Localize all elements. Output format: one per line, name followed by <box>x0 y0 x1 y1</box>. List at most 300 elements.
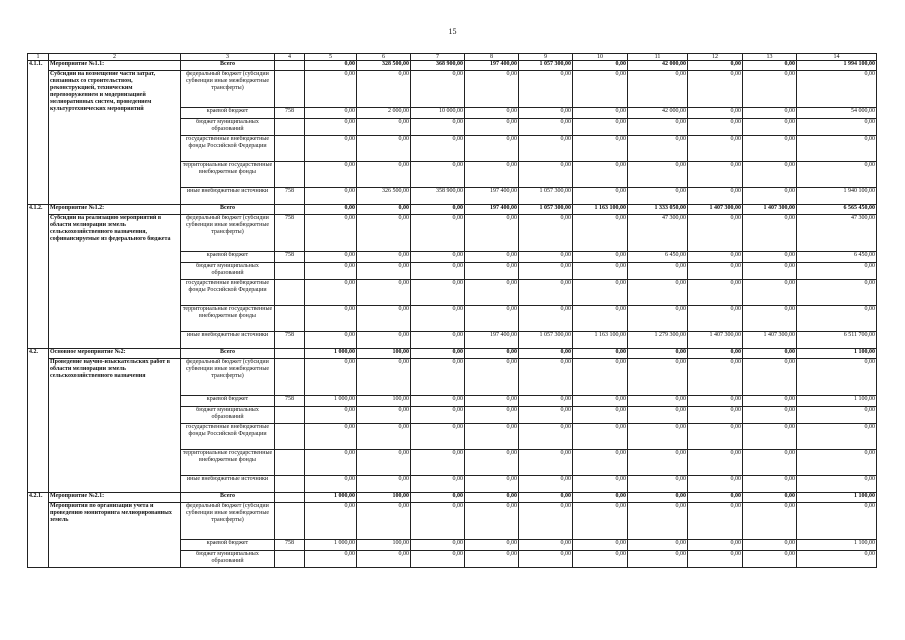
table-row-total <box>28 61 877 71</box>
section-description-cell <box>49 493 181 568</box>
amount-cell: 0,00 <box>797 407 877 424</box>
amount-cell: 0,00 <box>411 359 465 396</box>
amount-cell: 0,00 <box>628 540 688 551</box>
funding-source-label: бюджет муниципальных образований <box>181 263 275 280</box>
column-number: 1 <box>28 54 49 61</box>
funding-source-label: территориальные государственные внебюджетные фонды <box>181 162 275 188</box>
amount-cell: 0,00 <box>519 476 573 493</box>
amount-cell: 0,00 <box>573 263 628 280</box>
amount-cell: 1 163 100,00 <box>573 332 628 349</box>
amount-cell: 0,00 <box>357 263 411 280</box>
amount-cell: 197 400,00 <box>465 188 519 205</box>
budget-code: 758 <box>275 188 305 205</box>
amount-cell: 42 000,00 <box>628 61 688 71</box>
amount-cell: 0,00 <box>411 306 465 332</box>
section-description-cell <box>49 349 181 493</box>
amount-cell: 0,00 <box>305 306 357 332</box>
budget-code <box>275 119 305 136</box>
table-row-total <box>28 349 877 359</box>
amount-cell: 0,00 <box>519 359 573 396</box>
amount-cell: 6 565 450,00 <box>797 205 877 215</box>
amount-cell: 0,00 <box>688 119 743 136</box>
amount-cell: 0,00 <box>357 215 411 252</box>
amount-cell: 0,00 <box>357 252 411 263</box>
amount-cell: 0,00 <box>411 280 465 306</box>
amount-cell: 0,00 <box>411 205 465 215</box>
amount-cell: 1 279 300,00 <box>628 332 688 349</box>
budget-code <box>275 263 305 280</box>
column-number: 5 <box>305 54 357 61</box>
amount-cell: 0,00 <box>743 349 797 359</box>
amount-cell: 0,00 <box>628 263 688 280</box>
budget-code <box>275 493 305 503</box>
amount-cell: 0,00 <box>519 136 573 162</box>
column-number: 9 <box>519 54 573 61</box>
amount-cell: 0,00 <box>411 215 465 252</box>
budget-code: 758 <box>275 540 305 551</box>
amount-cell: 0,00 <box>743 71 797 108</box>
amount-cell: 0,00 <box>357 71 411 108</box>
amount-cell: 0,00 <box>688 108 743 119</box>
funding-source-label: бюджет муниципальных образований <box>181 119 275 136</box>
amount-cell: 1 163 100,00 <box>573 205 628 215</box>
amount-cell: 0,00 <box>797 424 877 450</box>
amount-cell: 6 511 700,00 <box>797 332 877 349</box>
amount-cell: 0,00 <box>743 540 797 551</box>
amount-cell: 0,00 <box>573 252 628 263</box>
funding-source-label: бюджет муниципальных образований <box>181 407 275 424</box>
amount-cell: 0,00 <box>357 359 411 396</box>
amount-cell: 2 000,00 <box>357 108 411 119</box>
amount-cell: 0,00 <box>465 540 519 551</box>
amount-cell: 0,00 <box>628 188 688 205</box>
amount-cell: 0,00 <box>573 503 628 540</box>
amount-cell: 0,00 <box>628 136 688 162</box>
amount-cell: 6 450,00 <box>628 252 688 263</box>
amount-cell: 0,00 <box>628 424 688 450</box>
funding-source-label: федеральный бюджет (субсидии субвенции иные межбюджетные трансферты) <box>181 71 275 108</box>
amount-cell: 0,00 <box>465 119 519 136</box>
amount-cell: 0,00 <box>519 108 573 119</box>
amount-cell: 0,00 <box>305 424 357 450</box>
amount-cell: 0,00 <box>628 306 688 332</box>
amount-cell: 0,00 <box>357 450 411 476</box>
amount-cell: 0,00 <box>743 493 797 503</box>
amount-cell: 0,00 <box>743 119 797 136</box>
amount-cell: 0,00 <box>573 493 628 503</box>
amount-cell: 0,00 <box>465 306 519 332</box>
column-number: 12 <box>688 54 743 61</box>
amount-cell: 0,00 <box>305 188 357 205</box>
budget-code: 758 <box>275 332 305 349</box>
funding-source-label: федеральный бюджет (субсидии субвенции иные межбюджетные трансферты) <box>181 503 275 540</box>
amount-cell: 0,00 <box>688 61 743 71</box>
amount-cell: 0,00 <box>628 450 688 476</box>
amount-cell: 42 000,00 <box>628 108 688 119</box>
amount-cell: 0,00 <box>465 424 519 450</box>
amount-cell: 358 900,00 <box>411 188 465 205</box>
amount-cell: 0,00 <box>688 493 743 503</box>
funding-source-label: иные внебюджетные источники <box>181 476 275 493</box>
amount-cell: 0,00 <box>465 263 519 280</box>
amount-cell: 0,00 <box>573 108 628 119</box>
amount-cell: 0,00 <box>357 136 411 162</box>
amount-cell: 368 900,00 <box>411 61 465 71</box>
amount-cell: 0,00 <box>797 136 877 162</box>
budget-code: 758 <box>275 252 305 263</box>
amount-cell: 0,00 <box>628 119 688 136</box>
column-number: 10 <box>573 54 628 61</box>
amount-cell: 0,00 <box>688 263 743 280</box>
budget-code: 758 <box>275 396 305 407</box>
amount-cell: 0,00 <box>357 476 411 493</box>
column-number: 2 <box>49 54 181 61</box>
amount-cell: 0,00 <box>411 424 465 450</box>
amount-cell: 0,00 <box>688 476 743 493</box>
funding-source-label: бюджет муниципальных образований <box>181 551 275 568</box>
amount-cell: 0,00 <box>688 359 743 396</box>
amount-cell: 0,00 <box>465 136 519 162</box>
amount-cell: 0,00 <box>411 136 465 162</box>
column-number: 6 <box>357 54 411 61</box>
table-row-total <box>28 493 877 503</box>
amount-cell: 0,00 <box>411 407 465 424</box>
budget-code <box>275 407 305 424</box>
amount-cell: 1 057 300,00 <box>519 205 573 215</box>
amount-cell: 10 000,00 <box>411 108 465 119</box>
amount-cell: 0,00 <box>411 252 465 263</box>
amount-cell: 0,00 <box>411 540 465 551</box>
amount-cell: 0,00 <box>465 162 519 188</box>
amount-cell: 0,00 <box>305 108 357 119</box>
amount-cell: 0,00 <box>411 71 465 108</box>
amount-cell: 0,00 <box>465 407 519 424</box>
table-row-total <box>28 205 877 215</box>
amount-cell: 0,00 <box>628 359 688 396</box>
budget-code <box>275 205 305 215</box>
amount-cell: 0,00 <box>519 396 573 407</box>
section-code: 4.1.1. <box>28 61 49 205</box>
section-code: 4.2.1. <box>28 493 49 568</box>
amount-cell: 0,00 <box>357 162 411 188</box>
amount-cell: 0,00 <box>688 162 743 188</box>
amount-cell: 0,00 <box>305 263 357 280</box>
amount-cell: 0,00 <box>465 450 519 476</box>
amount-cell: 0,00 <box>465 71 519 108</box>
amount-cell: 197 400,00 <box>465 61 519 71</box>
amount-cell: 0,00 <box>357 280 411 306</box>
amount-cell: 1 333 050,00 <box>628 205 688 215</box>
amount-cell: 100,00 <box>357 349 411 359</box>
funding-source-label: федеральный бюджет (субсидии субвенции иные межбюджетные трансферты) <box>181 215 275 252</box>
amount-cell: 1 000,00 <box>305 396 357 407</box>
amount-cell: 0,00 <box>411 551 465 568</box>
amount-cell: 0,00 <box>411 332 465 349</box>
amount-cell: 0,00 <box>519 263 573 280</box>
amount-cell: 0,00 <box>305 332 357 349</box>
amount-cell: 0,00 <box>519 503 573 540</box>
amount-cell: 0,00 <box>411 349 465 359</box>
amount-cell: 0,00 <box>305 280 357 306</box>
amount-cell: 0,00 <box>573 407 628 424</box>
amount-cell: 0,00 <box>743 503 797 540</box>
amount-cell: 0,00 <box>305 162 357 188</box>
section-description-cell <box>49 205 181 349</box>
amount-cell: 0,00 <box>357 551 411 568</box>
amount-cell: 0,00 <box>573 136 628 162</box>
amount-cell: 0,00 <box>357 119 411 136</box>
funding-source-label: иные внебюджетные источники <box>181 188 275 205</box>
amount-cell: 0,00 <box>688 396 743 407</box>
amount-cell: 328 500,00 <box>357 61 411 71</box>
amount-cell: 0,00 <box>305 450 357 476</box>
amount-cell: 0,00 <box>411 162 465 188</box>
section-description: Субсидии на возмещение части затрат, связанных со строительством, реконструкцией, техническим перевооружением и модернизацией мелиоративных систем, проведением культуртехнических мероприятий <box>50 71 156 112</box>
section-title: Мероприятие №1.2: <box>49 205 180 215</box>
amount-cell: 0,00 <box>573 424 628 450</box>
amount-cell: 0,00 <box>573 61 628 71</box>
funding-source-label: территориальные государственные внебюджетные фонды <box>181 306 275 332</box>
amount-cell: 1 000,00 <box>305 493 357 503</box>
funding-source-label: государственные внебюджетные фонды Российской Федерации <box>181 280 275 306</box>
amount-cell: 0,00 <box>797 71 877 108</box>
section-description: Мероприятия по организации учета и проведению мониторинга мелиорированных земель <box>50 503 172 523</box>
budget-code <box>275 136 305 162</box>
amount-cell: 0,00 <box>465 252 519 263</box>
amount-cell: 0,00 <box>411 119 465 136</box>
amount-cell: 0,00 <box>573 396 628 407</box>
amount-cell: 0,00 <box>573 162 628 188</box>
amount-cell: 197 400,00 <box>465 332 519 349</box>
amount-cell: 0,00 <box>743 396 797 407</box>
amount-cell: 0,00 <box>465 280 519 306</box>
budget-code <box>275 306 305 332</box>
column-number: 7 <box>411 54 465 61</box>
funding-source-label: краевой бюджет <box>181 540 275 551</box>
amount-cell: 326 500,00 <box>357 188 411 205</box>
amount-cell: 0,00 <box>519 215 573 252</box>
amount-cell: 1 100,00 <box>797 396 877 407</box>
budget-code: 758 <box>275 215 305 252</box>
amount-cell: 0,00 <box>628 396 688 407</box>
budget-code <box>275 450 305 476</box>
amount-cell: 0,00 <box>519 424 573 450</box>
amount-cell: 0,00 <box>688 503 743 540</box>
amount-cell: 1 407 300,00 <box>688 332 743 349</box>
amount-cell: 0,00 <box>797 263 877 280</box>
column-number: 14 <box>797 54 877 61</box>
amount-cell: 0,00 <box>797 503 877 540</box>
amount-cell: 0,00 <box>688 551 743 568</box>
amount-cell: 0,00 <box>573 306 628 332</box>
amount-cell: 0,00 <box>519 407 573 424</box>
amount-cell: 1 407 300,00 <box>688 205 743 215</box>
amount-cell: 0,00 <box>519 306 573 332</box>
amount-cell: 0,00 <box>519 493 573 503</box>
amount-cell: 0,00 <box>688 188 743 205</box>
section-description: Проведение научно-изыскательских работ в области мелиорации земель сельскохозяйственного назначения <box>50 359 170 379</box>
amount-cell: 0,00 <box>305 503 357 540</box>
budget-table <box>27 53 877 568</box>
amount-cell: 0,00 <box>411 396 465 407</box>
amount-cell: 0,00 <box>519 71 573 108</box>
amount-cell: 1 407 300,00 <box>743 205 797 215</box>
amount-cell: 0,00 <box>743 252 797 263</box>
amount-cell: 0,00 <box>519 119 573 136</box>
amount-cell: 0,00 <box>305 119 357 136</box>
amount-cell: 54 000,00 <box>797 108 877 119</box>
amount-cell: 0,00 <box>357 332 411 349</box>
amount-cell: 0,00 <box>797 551 877 568</box>
funding-source-label: Всего <box>181 205 275 215</box>
amount-cell: 1 940 100,00 <box>797 188 877 205</box>
amount-cell: 0,00 <box>465 476 519 493</box>
amount-cell: 0,00 <box>465 551 519 568</box>
budget-code <box>275 503 305 540</box>
amount-cell: 0,00 <box>797 450 877 476</box>
amount-cell: 0,00 <box>573 188 628 205</box>
amount-cell: 0,00 <box>743 188 797 205</box>
amount-cell: 0,00 <box>628 476 688 493</box>
amount-cell: 1 057 300,00 <box>519 61 573 71</box>
amount-cell: 0,00 <box>743 263 797 280</box>
amount-cell: 0,00 <box>573 450 628 476</box>
amount-cell: 0,00 <box>305 205 357 215</box>
amount-cell: 0,00 <box>628 493 688 503</box>
amount-cell: 0,00 <box>743 162 797 188</box>
amount-cell: 0,00 <box>305 407 357 424</box>
amount-cell: 1 000,00 <box>305 540 357 551</box>
amount-cell: 0,00 <box>305 61 357 71</box>
table-body <box>28 54 877 568</box>
amount-cell: 0,00 <box>357 503 411 540</box>
amount-cell: 0,00 <box>465 396 519 407</box>
amount-cell: 0,00 <box>688 280 743 306</box>
amount-cell: 1 994 100,00 <box>797 61 877 71</box>
budget-code <box>275 551 305 568</box>
amount-cell: 0,00 <box>688 450 743 476</box>
amount-cell: 0,00 <box>743 108 797 119</box>
funding-source-label: краевой бюджет <box>181 252 275 263</box>
amount-cell: 0,00 <box>628 551 688 568</box>
amount-cell: 0,00 <box>519 280 573 306</box>
column-number: 8 <box>465 54 519 61</box>
amount-cell: 0,00 <box>465 359 519 396</box>
amount-cell: 0,00 <box>573 71 628 108</box>
amount-cell: 0,00 <box>743 407 797 424</box>
amount-cell: 0,00 <box>519 540 573 551</box>
amount-cell: 0,00 <box>411 476 465 493</box>
funding-source-label: государственные внебюджетные фонды Российской Федерации <box>181 424 275 450</box>
amount-cell: 100,00 <box>357 540 411 551</box>
amount-cell: 0,00 <box>573 359 628 396</box>
amount-cell: 0,00 <box>411 503 465 540</box>
funding-source-label: Всего <box>181 61 275 71</box>
amount-cell: 0,00 <box>519 252 573 263</box>
amount-cell: 0,00 <box>573 476 628 493</box>
amount-cell: 0,00 <box>628 407 688 424</box>
amount-cell: 0,00 <box>797 162 877 188</box>
amount-cell: 1 000,00 <box>305 349 357 359</box>
amount-cell: 1 100,00 <box>797 540 877 551</box>
amount-cell: 0,00 <box>688 407 743 424</box>
amount-cell: 0,00 <box>573 540 628 551</box>
amount-cell: 0,00 <box>743 306 797 332</box>
amount-cell: 0,00 <box>628 71 688 108</box>
amount-cell: 0,00 <box>357 407 411 424</box>
amount-cell: 0,00 <box>465 349 519 359</box>
amount-cell: 0,00 <box>743 359 797 396</box>
amount-cell: 0,00 <box>357 424 411 450</box>
budget-code <box>275 359 305 396</box>
amount-cell: 0,00 <box>305 71 357 108</box>
section-description: Субсидии на реализацию мероприятий в области мелиорации земель сельскохозяйственного назначения, софинансируемые из федерального бюджета <box>50 215 171 242</box>
budget-code <box>275 424 305 450</box>
amount-cell: 0,00 <box>743 424 797 450</box>
amount-cell: 0,00 <box>573 551 628 568</box>
amount-cell: 0,00 <box>797 280 877 306</box>
funding-source-label: государственные внебюджетные фонды Российской Федерации <box>181 136 275 162</box>
amount-cell: 6 450,00 <box>797 252 877 263</box>
section-code: 4.1.2. <box>28 205 49 349</box>
amount-cell: 0,00 <box>305 551 357 568</box>
amount-cell: 0,00 <box>573 119 628 136</box>
amount-cell: 0,00 <box>519 551 573 568</box>
amount-cell: 0,00 <box>465 108 519 119</box>
amount-cell: 0,00 <box>305 136 357 162</box>
amount-cell: 100,00 <box>357 396 411 407</box>
column-number: 4 <box>275 54 305 61</box>
amount-cell: 0,00 <box>519 349 573 359</box>
funding-source-label: Всего <box>181 349 275 359</box>
amount-cell: 0,00 <box>688 424 743 450</box>
column-number: 13 <box>743 54 797 61</box>
funding-source-label: федеральный бюджет (субсидии субвенции иные межбюджетные трансферты) <box>181 359 275 396</box>
section-code: 4.2. <box>28 349 49 493</box>
column-number: 11 <box>628 54 688 61</box>
amount-cell: 0,00 <box>797 476 877 493</box>
amount-cell: 0,00 <box>797 119 877 136</box>
amount-cell: 0,00 <box>688 215 743 252</box>
amount-cell: 100,00 <box>357 493 411 503</box>
section-title: Мероприятие №1.1: <box>49 61 180 71</box>
amount-cell: 0,00 <box>688 540 743 551</box>
amount-cell: 0,00 <box>628 162 688 188</box>
amount-cell: 0,00 <box>465 493 519 503</box>
column-number-row <box>28 54 877 61</box>
amount-cell: 0,00 <box>573 280 628 306</box>
amount-cell: 0,00 <box>628 503 688 540</box>
amount-cell: 0,00 <box>519 162 573 188</box>
page-number: 15 <box>448 27 457 36</box>
funding-source-label: иные внебюджетные источники <box>181 332 275 349</box>
amount-cell: 0,00 <box>688 349 743 359</box>
amount-cell: 0,00 <box>743 61 797 71</box>
amount-cell: 0,00 <box>519 450 573 476</box>
amount-cell: 0,00 <box>743 280 797 306</box>
amount-cell: 0,00 <box>628 280 688 306</box>
budget-code <box>275 61 305 71</box>
amount-cell: 0,00 <box>743 215 797 252</box>
amount-cell: 1 407 300,00 <box>743 332 797 349</box>
funding-source-label: краевой бюджет <box>181 396 275 407</box>
budget-code <box>275 280 305 306</box>
amount-cell: 0,00 <box>465 215 519 252</box>
amount-cell: 0,00 <box>743 136 797 162</box>
amount-cell: 197 400,00 <box>465 205 519 215</box>
amount-cell: 0,00 <box>573 215 628 252</box>
section-title: Основное мероприятие №2: <box>49 349 180 359</box>
